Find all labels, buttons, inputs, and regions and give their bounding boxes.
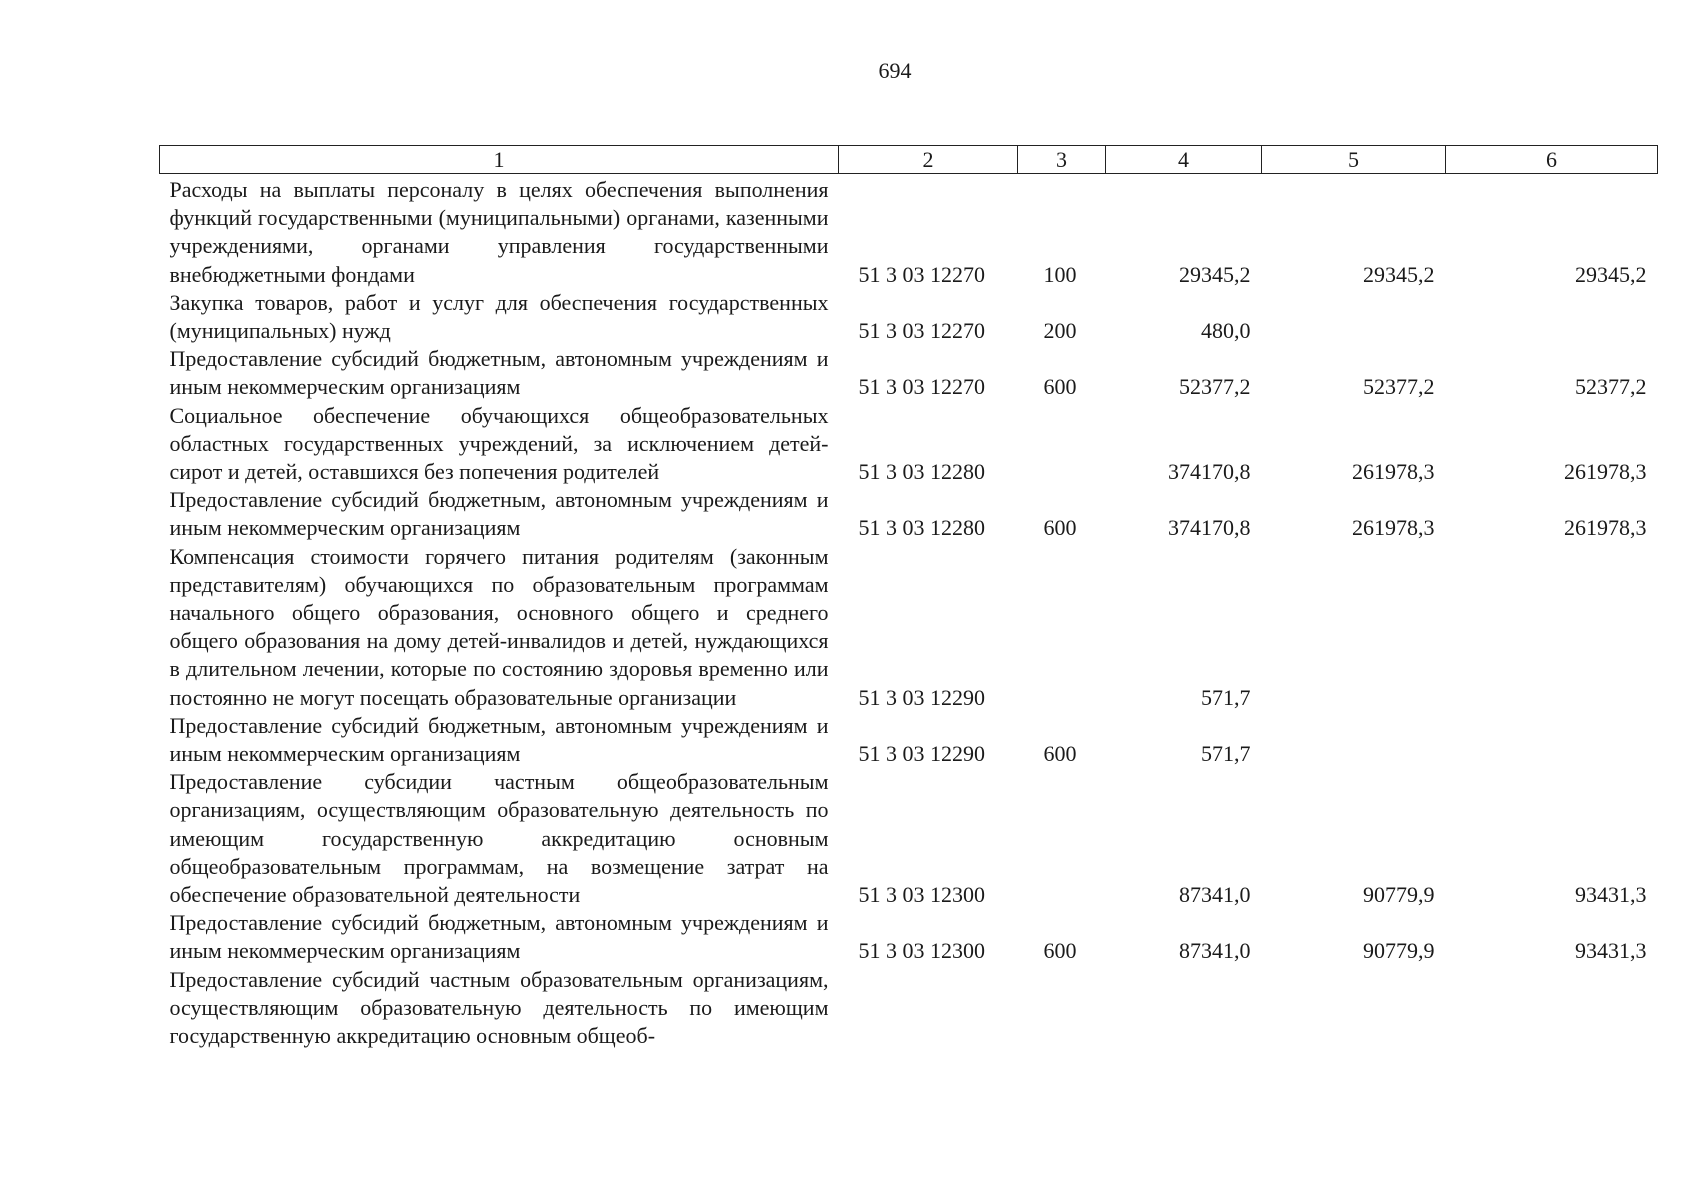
row-description: Закупка товаров, работ и услуг для обеспечения государственных (муниципальных) нужд [169, 289, 829, 344]
page-number: 694 [878, 58, 912, 83]
table-row [160, 768, 1658, 909]
row-value-col4: 87341,0 [1179, 938, 1251, 964]
budget-table [159, 145, 1658, 1050]
column-header-6: 6 [1446, 146, 1658, 174]
row-expense-type: 600 [1043, 938, 1077, 964]
column-header-3: 3 [1018, 146, 1106, 174]
row-expense-type [1018, 543, 1106, 712]
row-value-col4: 374170,8 [1168, 459, 1251, 485]
row-value-col5: 261978,3 [1352, 515, 1435, 541]
row-value-col5: 90779,9 [1363, 938, 1435, 964]
row-description: Предоставление субсидий бюджетным, автономным учреждениям и иным некоммерческим организациям [169, 346, 829, 400]
row-code: 51 3 03 12270 [858, 374, 985, 400]
row-value-col6: 93431,3 [1575, 882, 1647, 908]
row-value-col6: 52377,2 [1575, 374, 1647, 400]
row-value-col6 [1446, 966, 1658, 1051]
row-expense-type: 600 [1043, 374, 1077, 400]
column-header-1: 1 [160, 146, 839, 174]
row-description: Социальное обеспечение обучающихся общеобразовательных областных государственных учреждений, за исключением детей-сирот и детей, оставшихся без попечения родителей [169, 402, 829, 485]
row-value-col5 [1262, 712, 1446, 768]
table-body [160, 174, 1658, 1051]
row-value-col6: 261978,3 [1564, 459, 1647, 485]
row-value-col4: 52377,2 [1179, 374, 1251, 400]
row-value-col4: 374170,8 [1168, 515, 1251, 541]
table-row [160, 909, 1658, 965]
row-value-col6: 261978,3 [1564, 515, 1647, 541]
column-header-2: 2 [839, 146, 1018, 174]
row-value-col4 [1106, 966, 1262, 1051]
row-value-col4: 571,7 [1201, 741, 1251, 767]
row-expense-type: 200 [1043, 318, 1077, 344]
row-expense-type: 600 [1043, 741, 1077, 767]
row-value-col5: 261978,3 [1352, 459, 1435, 485]
row-code: 51 3 03 12280 [858, 459, 985, 485]
row-value-col6: 29345,2 [1575, 261, 1647, 287]
row-code: 51 3 03 12280 [858, 515, 985, 541]
row-code: 51 3 03 12300 [858, 882, 985, 908]
row-value-col5: 52377,2 [1363, 374, 1435, 400]
row-description: Предоставление субсидий частным образовательным организациям, осуществляющим образовательную деятельность по имеющим государственную аккредитацию основным общеоб- [169, 966, 829, 1049]
row-expense-type [1018, 966, 1106, 1051]
row-value-col6 [1446, 712, 1658, 768]
row-value-col6: 93431,3 [1575, 938, 1647, 964]
row-value-col5: 29345,2 [1363, 261, 1435, 287]
table-row [160, 174, 1658, 289]
table-row [160, 486, 1658, 542]
row-expense-type: 100 [1043, 261, 1077, 287]
table-row [160, 966, 1658, 1051]
table-row [160, 345, 1658, 401]
row-description: Предоставление субсидий бюджетным, автономным учреждениям и иным некоммерческим организациям [169, 910, 829, 964]
row-value-col5 [1262, 966, 1446, 1051]
row-value-col4: 29345,2 [1179, 261, 1251, 287]
row-expense-type [1018, 402, 1106, 487]
row-expense-type [1018, 768, 1106, 909]
row-code: 51 3 03 12300 [858, 938, 985, 964]
row-value-col5 [1262, 289, 1446, 345]
table-row [160, 712, 1658, 768]
row-description: Расходы на выплаты персоналу в целях обеспечения выполнения функций государственными (муниципальными) органами, казенными учреждениями, органами управления государственными внебюджетными фондами [169, 177, 829, 287]
row-code: 51 3 03 12270 [858, 318, 985, 344]
row-description: Предоставление субсидий бюджетным, автономным учреждениям и иным некоммерческим организациям [169, 712, 829, 767]
row-expense-type: 600 [1043, 515, 1077, 541]
row-description: Предоставление субсидий бюджетным, автономным учреждениям и иным некоммерческим организациям [169, 487, 829, 541]
column-header-5: 5 [1262, 146, 1446, 174]
row-code: 51 3 03 12290 [858, 684, 985, 710]
row-value-col4: 571,7 [1201, 684, 1251, 710]
table-row [160, 289, 1658, 345]
row-value-col5 [1262, 543, 1446, 712]
row-code: 51 3 03 12290 [858, 741, 985, 767]
row-description: Предоставление субсидии частным общеобразовательным организациям, осуществляющим образовательную деятельность по имеющим государственную аккредитацию основным общеобразовательным программам, на возмещение затрат на обеспечение образовательной деятельности [169, 769, 829, 908]
row-value-col4: 87341,0 [1179, 882, 1251, 908]
row-value-col5: 90779,9 [1363, 882, 1435, 908]
table-row [160, 543, 1658, 712]
row-code: 51 3 03 12270 [858, 261, 985, 287]
table-header-row [160, 146, 1658, 174]
row-value-col4: 480,0 [1201, 318, 1251, 344]
table-row [160, 402, 1658, 487]
row-value-col6 [1446, 543, 1658, 712]
row-value-col6 [1446, 289, 1658, 345]
row-code [839, 966, 1018, 1051]
row-description: Компенсация стоимости горячего питания родителям (законным представителям) обучающихся по образовательным программам начального общего образования, основного общего и среднего общего образования на дому детей-инвалидов и детей, нуждающихся в длительном лечении, которые по состоянию здоровья временно или постоянно не могут посещать образовательные организации [169, 543, 829, 710]
column-header-4: 4 [1106, 146, 1262, 174]
